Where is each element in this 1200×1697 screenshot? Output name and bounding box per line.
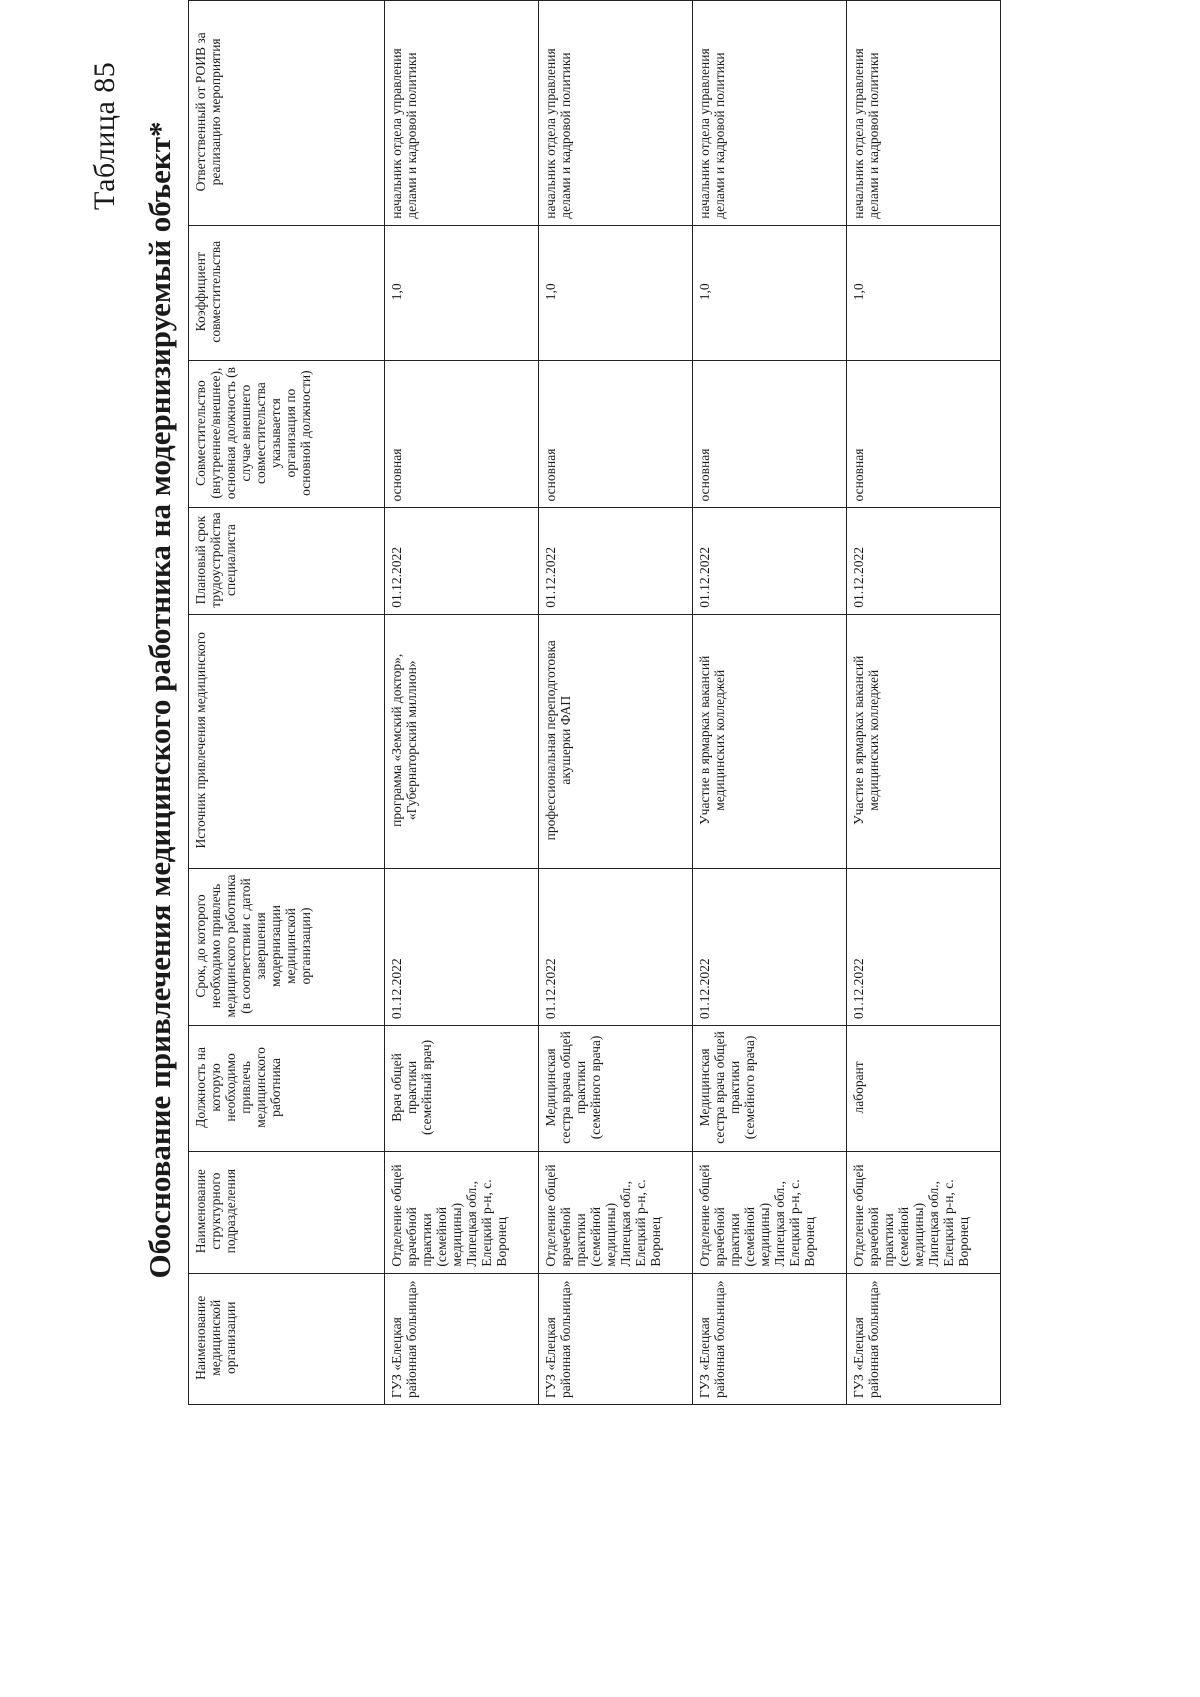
- col-header-responsible: Ответственный от РОИВ за реализацию мероприятия: [189, 1, 385, 226]
- cell-coefficient: 1,0: [847, 225, 1001, 360]
- cell-unit: Отделение общей врачебной практики (семейной медицины) Липецкая обл., Елецкий р-н, с. Воронец: [539, 1151, 693, 1273]
- cell-position: Медицинская сестра врача общей практики (семейного врача): [539, 1026, 693, 1152]
- col-header-source: Источник привлечения медицинского: [189, 614, 385, 868]
- staffing-table: [188, 0, 1001, 1405]
- cell-deadline: 01.12.2022: [847, 868, 1001, 1025]
- col-header-planned: Плановый срок трудоустройства специалиста: [189, 508, 385, 614]
- cell-responsible: начальник отдела управления делами и кадровой политики: [385, 1, 539, 226]
- cell-responsible: начальник отдела управления делами и кадровой политики: [693, 1, 847, 226]
- cell-unit: Отделение общей врачебной практики (семейной медицины) Липецкая обл., Елецкий р-н, с. Воронец: [385, 1151, 539, 1273]
- cell-source: программа «Земский доктор», «Губернаторский миллион»: [385, 614, 539, 868]
- cell-org: ГУЗ «Елецкая районная больница»: [539, 1273, 693, 1404]
- cell-deadline: 01.12.2022: [693, 868, 847, 1025]
- cell-position: Врач общей практики (семейный врач): [385, 1026, 539, 1152]
- cell-deadline: 01.12.2022: [539, 868, 693, 1025]
- col-header-position: Должность на которую необходимо привлечь медицинского работника: [189, 1026, 385, 1152]
- cell-position: Медицинская сестра врача общей практики (семейного врача): [693, 1026, 847, 1152]
- col-header-deadline: Срок, до которого необходимо привлечь медицинского работника (в соответствии с датой завершения модернизации медицинской организации): [189, 868, 385, 1025]
- cell-unit: Отделение общей врачебной практики (семейной медицины) Липецкая обл., Елецкий р-н, с. Воронец: [847, 1151, 1001, 1273]
- cell-position: лаборант: [847, 1026, 1001, 1152]
- col-header-coefficient: Коэффициент совместительства: [189, 225, 385, 360]
- table-row: [385, 1, 539, 1405]
- cell-source: Участие в ярмарках вакансий медицинских колледжей: [847, 614, 1001, 868]
- table-row: [539, 1, 693, 1405]
- col-header-org: Наименование медицинской организации: [189, 1273, 385, 1404]
- cell-coefficient: 1,0: [539, 225, 693, 360]
- table-row: [693, 1, 847, 1405]
- cell-source: Участие в ярмарках вакансий медицинских колледжей: [693, 614, 847, 868]
- cell-deadline: 01.12.2022: [385, 868, 539, 1025]
- cell-coefficient: 1,0: [693, 225, 847, 360]
- cell-org: ГУЗ «Елецкая районная больница»: [847, 1273, 1001, 1404]
- cell-source: профессиональная переподготовка акушерки ФАП: [539, 614, 693, 868]
- table-number: Таблица 85: [88, 61, 121, 210]
- cell-planned: 01.12.2022: [539, 508, 693, 614]
- document-title: Обоснование привлечения медицинского работника на модернизируемый объект*: [142, 121, 177, 1279]
- cell-coefficient: 1,0: [385, 225, 539, 360]
- cell-responsible: начальник отдела управления делами и кадровой политики: [847, 1, 1001, 226]
- cell-combination: основная: [385, 360, 539, 508]
- cell-org: ГУЗ «Елецкая районная больница»: [385, 1273, 539, 1404]
- cell-planned: 01.12.2022: [385, 508, 539, 614]
- cell-planned: 01.12.2022: [693, 508, 847, 614]
- col-header-unit: Наименование структурного подразделения: [189, 1151, 385, 1273]
- cell-responsible: начальник отдела управления делами и кадровой политики: [539, 1, 693, 226]
- cell-unit: Отделение общей врачебной практики (семейной медицины) Липецкая обл., Елецкий р-н, с. Воронец: [693, 1151, 847, 1273]
- table-row: [847, 1, 1001, 1405]
- cell-org: ГУЗ «Елецкая районная больница»: [693, 1273, 847, 1404]
- cell-combination: основная: [539, 360, 693, 508]
- col-header-combination: Совместительство (внутреннее/внешнее), основная должность (в случае внешнего совместительства указывается организация по основной должности): [189, 360, 385, 508]
- table-header-row: [189, 1, 385, 1405]
- cell-planned: 01.12.2022: [847, 508, 1001, 614]
- cell-combination: основная: [693, 360, 847, 508]
- cell-combination: основная: [847, 360, 1001, 508]
